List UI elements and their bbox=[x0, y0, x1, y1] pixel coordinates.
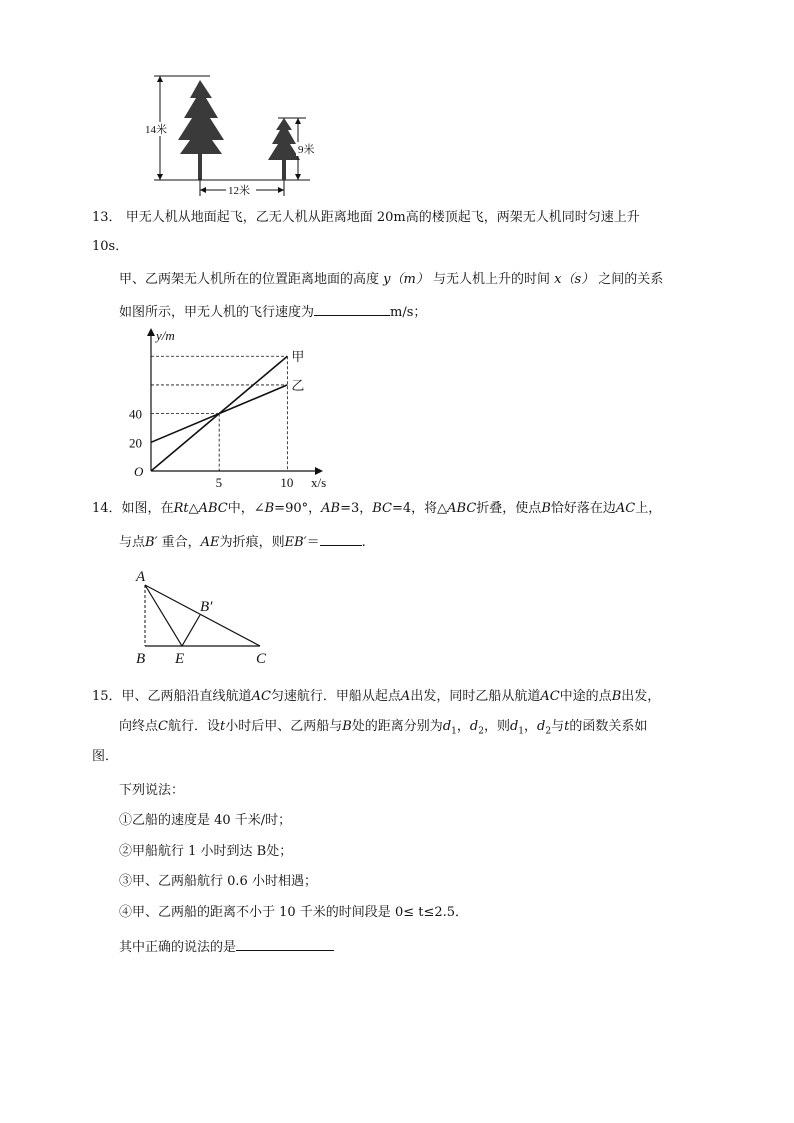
y-axis-arrow bbox=[147, 328, 155, 336]
q13-line1 bbox=[92, 209, 640, 227]
x-axis-label: x/s bbox=[311, 475, 327, 490]
q14-line1: 14．如图，在Rt△ABC中，∠B=90°，AB=3，BC=4，将△ABC折叠，使点B恰好落在边AC上， bbox=[92, 501, 662, 516]
series-label-2: 乙 bbox=[291, 377, 305, 393]
label-a: A bbox=[136, 569, 146, 585]
y-variable: y（m） bbox=[383, 272, 429, 287]
q15-statement-2: ②甲船航行 1 小时到达 B处； bbox=[119, 844, 293, 859]
label-c: C bbox=[256, 651, 267, 667]
q15-statement-4: ④甲、乙两船的距离不小于 10 千米的时间段是 0≤ t≤2.5． bbox=[119, 905, 469, 920]
q14-answer-blank[interactable] bbox=[320, 531, 362, 546]
tall-tree-height-label: 14米 bbox=[145, 124, 167, 136]
x-axis-arrow bbox=[315, 467, 323, 475]
q13-line3: 甲、乙两架无人机所在的位置距离地面的高度 y（m） 与无人机上升的时间 x（s） 之间的关系 bbox=[119, 272, 664, 287]
q14-number: 14． bbox=[92, 501, 122, 516]
q14-line2: 与点B′ 重合，AE为折痕，则EB′＝ . bbox=[119, 531, 366, 552]
x-tick-label-1: 5 bbox=[215, 475, 223, 490]
q15-answer-blank[interactable] bbox=[236, 936, 334, 951]
origin-label: O bbox=[134, 464, 144, 479]
q14-triangle-figure bbox=[130, 565, 280, 670]
y-axis-label: y/m bbox=[156, 328, 175, 343]
series-label-1: 甲 bbox=[291, 349, 305, 365]
q15-statement-3: ③甲、乙两船航行 0.6 小时相遇； bbox=[119, 874, 317, 889]
label-b-prime: B′ bbox=[200, 599, 213, 615]
q13-line2: 10s． bbox=[92, 239, 129, 254]
y-tick-label-1: 20 bbox=[129, 435, 142, 451]
q15-line2: 向终点C航行．设t小时后甲、乙两船与B处的距离分别为$d_1$，$d_2$，则$d_1$，$d_2$与t的函数关系如 bbox=[119, 719, 648, 737]
q15-line1: 15．甲、乙两船沿直线航道AC匀速航行．甲船从起点A出发，同时乙船从航道AC中途的点B出发， bbox=[92, 689, 661, 704]
label-e: E bbox=[175, 651, 185, 667]
x-variable: x（s） bbox=[554, 272, 595, 287]
q13-text-1: 甲无人机从地面起飞，乙无人机从距离地面 20m高的楼顶起飞，两架无人机同时匀速上升 bbox=[125, 210, 640, 225]
q15-statement-1: ①乙船的速度是 40 千米/时； bbox=[119, 813, 292, 828]
q13-answer-blank[interactable] bbox=[314, 301, 390, 316]
q15-number: 15． bbox=[92, 689, 122, 704]
label-b: B bbox=[136, 651, 146, 667]
distance-label: 12米 bbox=[228, 185, 250, 197]
segment-ac bbox=[145, 585, 260, 646]
q13-chart bbox=[118, 326, 328, 496]
q15-line3: 图． bbox=[92, 749, 119, 764]
q15-intro: 下列说法： bbox=[119, 783, 185, 798]
short-tree-height-label: 9米 bbox=[298, 144, 315, 156]
x-tick-label-2: 10 bbox=[280, 475, 294, 490]
tree-figure bbox=[140, 68, 340, 198]
q15-ask: 其中正确的说法的是 bbox=[119, 936, 334, 957]
short-tree-icon bbox=[268, 118, 300, 180]
q13-number: 13． bbox=[92, 210, 122, 225]
tall-tree-icon bbox=[178, 80, 224, 180]
y-tick-label-2: 40 bbox=[129, 406, 142, 422]
q13-line4: 如图所示，甲无人机的飞行速度为 m/s； bbox=[119, 301, 426, 322]
segment-eb-prime bbox=[182, 615, 200, 646]
